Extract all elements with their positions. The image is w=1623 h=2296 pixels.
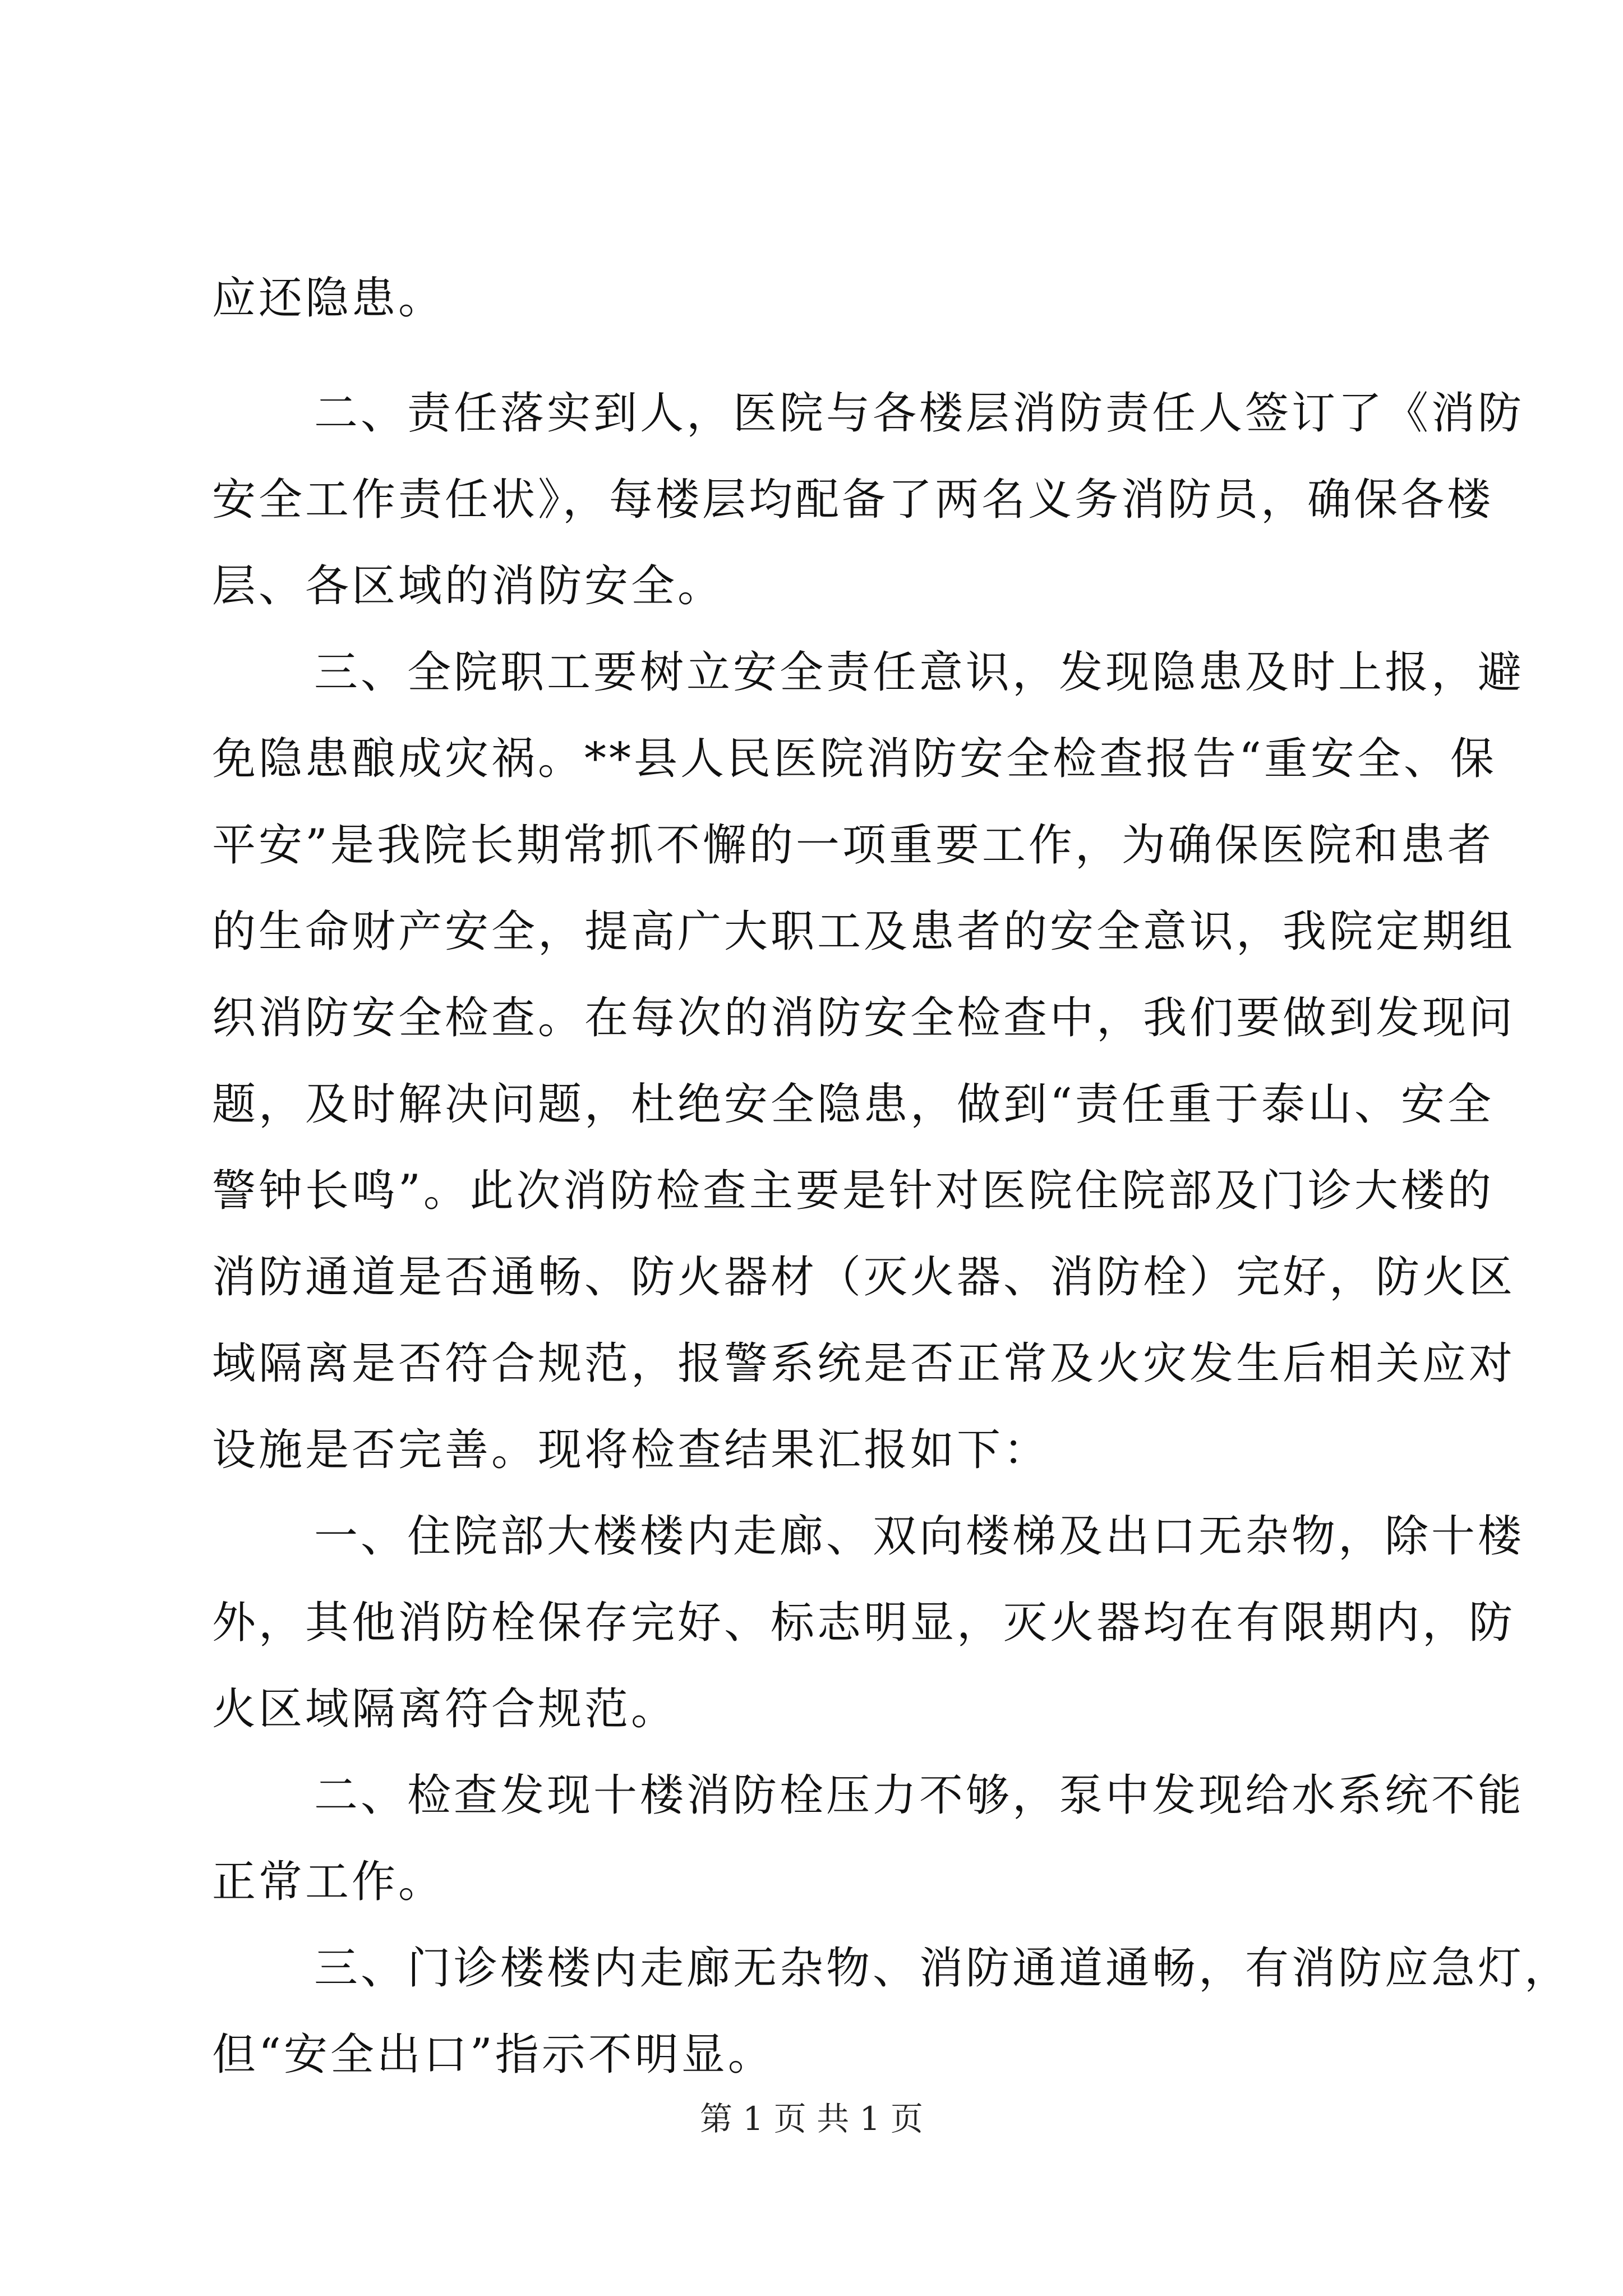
text-line-10: 题，及时解决问题，杜绝安全隐患，做到“责任重于泰山、安全 bbox=[212, 1079, 1494, 1130]
page-footer: 第 1 页 共 1 页 bbox=[700, 2100, 923, 2138]
text-line-8: 的生命财产安全，提高广大职工及患者的安全意识，我院定期组 bbox=[212, 907, 1516, 957]
text-line-11: 警钟长鸣”。此次消防检查主要是针对医院住院部及门诊大楼的 bbox=[212, 1166, 1494, 1216]
text-line-2: 二、责任落实到人，医院与各楼层消防责任人签订了《消防 bbox=[314, 388, 1525, 439]
text-line-14: 设施是否完善。现将检查结果汇报如下： bbox=[212, 1425, 1050, 1475]
text-line-4: 层、各区域的消防安全。 bbox=[212, 561, 725, 611]
text-line-19: 正常工作。 bbox=[212, 1857, 445, 1907]
text-line-21: 但“安全出口”指示不明显。 bbox=[212, 2030, 774, 2080]
text-line-13: 域隔离是否符合规范，报警系统是否正常及火灾发生后相关应对 bbox=[212, 1338, 1516, 1389]
text-line-7: 平安”是我院长期常抓不懈的一项重要工作，为确保医院和患者 bbox=[212, 820, 1494, 871]
text-line-15: 一、住院部大楼楼内走廊、双向楼梯及出口无杂物，除十楼 bbox=[314, 1511, 1525, 1562]
text-line-1: 应还隐患。 bbox=[212, 273, 445, 324]
text-line-9: 织消防安全检查。在每次的消防安全检查中，我们要做到发现问 bbox=[212, 993, 1516, 1043]
text-line-12: 消防通道是否通畅、防火器材（灭火器、消防栓）完好，防火区 bbox=[212, 1252, 1516, 1303]
text-line-6: 免隐患酿成灾祸。**县人民医院消防安全检查报告“重安全、保 bbox=[212, 734, 1497, 784]
text-line-17: 火区域隔离符合规范。 bbox=[212, 1684, 678, 1734]
text-line-20: 三、门诊楼楼内走廊无杂物、消防通道通畅，有消防应急灯， bbox=[314, 1943, 1571, 1994]
text-line-18: 二、检查发现十楼消防栓压力不够，泵中发现给水系统不能 bbox=[314, 1770, 1525, 1821]
text-line-3: 安全工作责任状》，每楼层均配备了两名义务消防员，确保各楼 bbox=[212, 475, 1494, 525]
text-line-16: 外，其他消防栓保存完好、标志明显，灭火器均在有限期内，防 bbox=[212, 1598, 1516, 1648]
text-line-5: 三、全院职工要树立安全责任意识，发现隐患及时上报，避 bbox=[314, 647, 1525, 698]
